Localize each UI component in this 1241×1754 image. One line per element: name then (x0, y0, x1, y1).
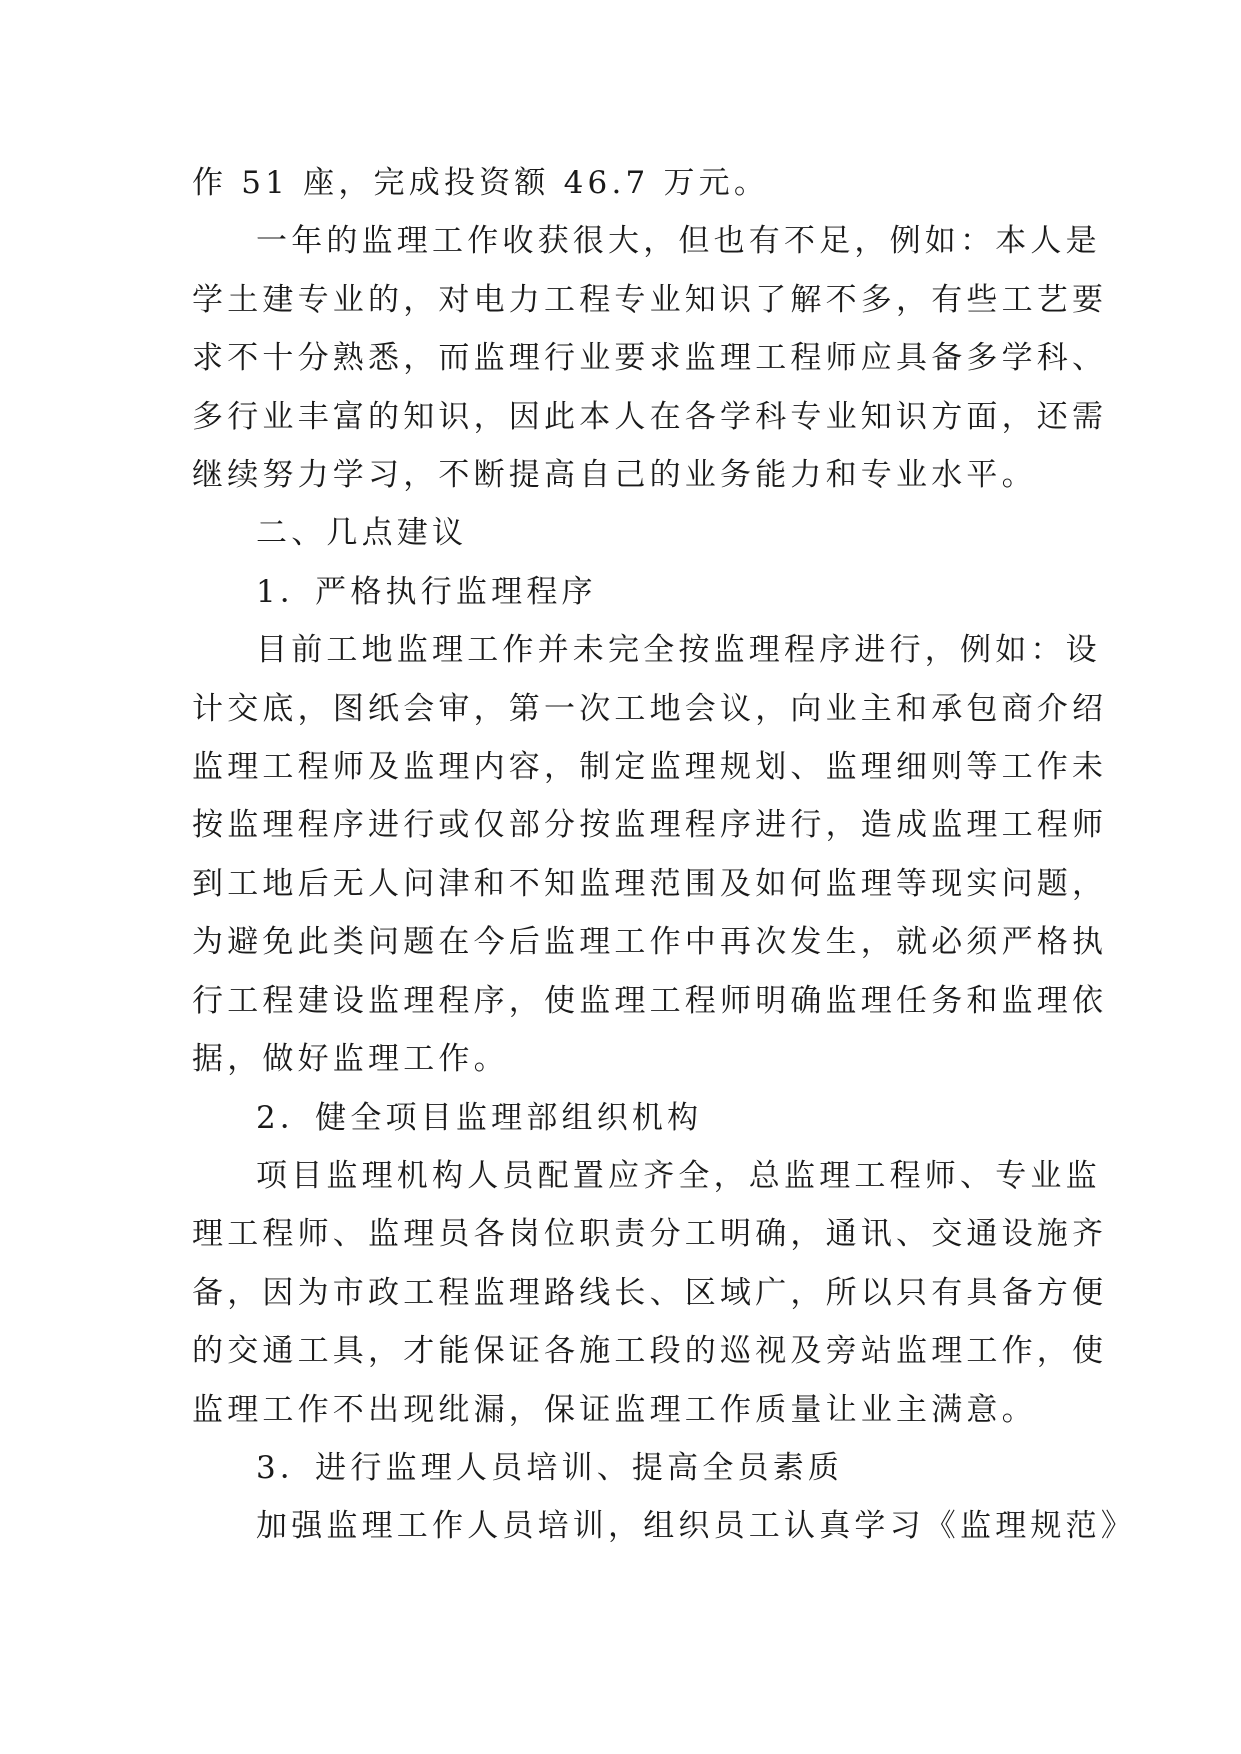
document-body (192, 154, 1136, 1556)
text-line: 求不十分熟悉，而监理行业要求监理工程师应具备多学科、 (192, 340, 1108, 377)
text-line: 加强监理工作人员培训，组织员工认真学习《监理规范》 (256, 1508, 1136, 1545)
text-line: 计交底，图纸会审，第一次工地会议，向业主和承包商介绍 (192, 690, 1108, 727)
text-line: 3．进行监理人员培训、提高全员素质 (256, 1449, 844, 1486)
text-line: 2．健全项目监理部组织机构 (256, 1099, 703, 1136)
text-line: 继续努力学习，不断提高自己的业务能力和专业水平。 (192, 457, 1037, 494)
text-line: 作 51 座，完成投资额 46.7 万元。 (192, 165, 770, 201)
text-line: 多行业丰富的知识，因此本人在各学科专业知识方面，还需 (192, 398, 1108, 435)
section-heading (192, 504, 1052, 562)
text-line: 监理工程师及监理内容，制定监理规划、监理细则等工作未 (192, 749, 1108, 786)
text-line: 行工程建设监理程序，使监理工程师明确监理任务和监理依 (192, 982, 1108, 1019)
text-line: 到工地后无人问津和不知监理范围及如何监理等现实问题， (192, 865, 1108, 902)
paragraph (192, 154, 1052, 212)
section-heading (192, 563, 1052, 621)
text-line: 按监理程序进行或仅部分按监理程序进行，造成监理工程师 (192, 807, 1108, 844)
text-line: 据，做好监理工作。 (192, 1041, 509, 1078)
paragraph (192, 1147, 1108, 1439)
text-line: 的交通工具，才能保证各施工段的巡视及旁站监理工作，使 (192, 1333, 1108, 1370)
text-line: 理工程师、监理员各岗位职责分工明确，通讯、交通设施齐 (192, 1216, 1108, 1253)
text-line: 项目监理机构人员配置应齐全，总监理工程师、专业监 (256, 1157, 1101, 1194)
text-line: 目前工地监理工作并未完全按监理程序进行，例如：设 (256, 632, 1101, 669)
text-line: 监理工作不出现纰漏，保证监理工作质量让业主满意。 (192, 1391, 1037, 1428)
text-line: 为避免此类问题在今后监理工作中再次发生，就必须严格执 (192, 924, 1108, 961)
paragraph (192, 1497, 1136, 1555)
paragraph (192, 621, 1108, 1088)
section-heading (192, 1089, 1052, 1147)
paragraph (192, 212, 1108, 504)
section-heading (192, 1439, 1052, 1497)
text-line: 备，因为市政工程监理路线长、区域广，所以只有具备方便 (192, 1274, 1108, 1311)
text-line: 二、几点建议 (256, 515, 468, 552)
text-line: 学土建专业的，对电力工程专业知识了解不多，有些工艺要 (192, 281, 1108, 318)
text-line: 一年的监理工作收获很大，但也有不足，例如：本人是 (256, 223, 1101, 260)
text-line: 1．严格执行监理程序 (256, 573, 597, 610)
